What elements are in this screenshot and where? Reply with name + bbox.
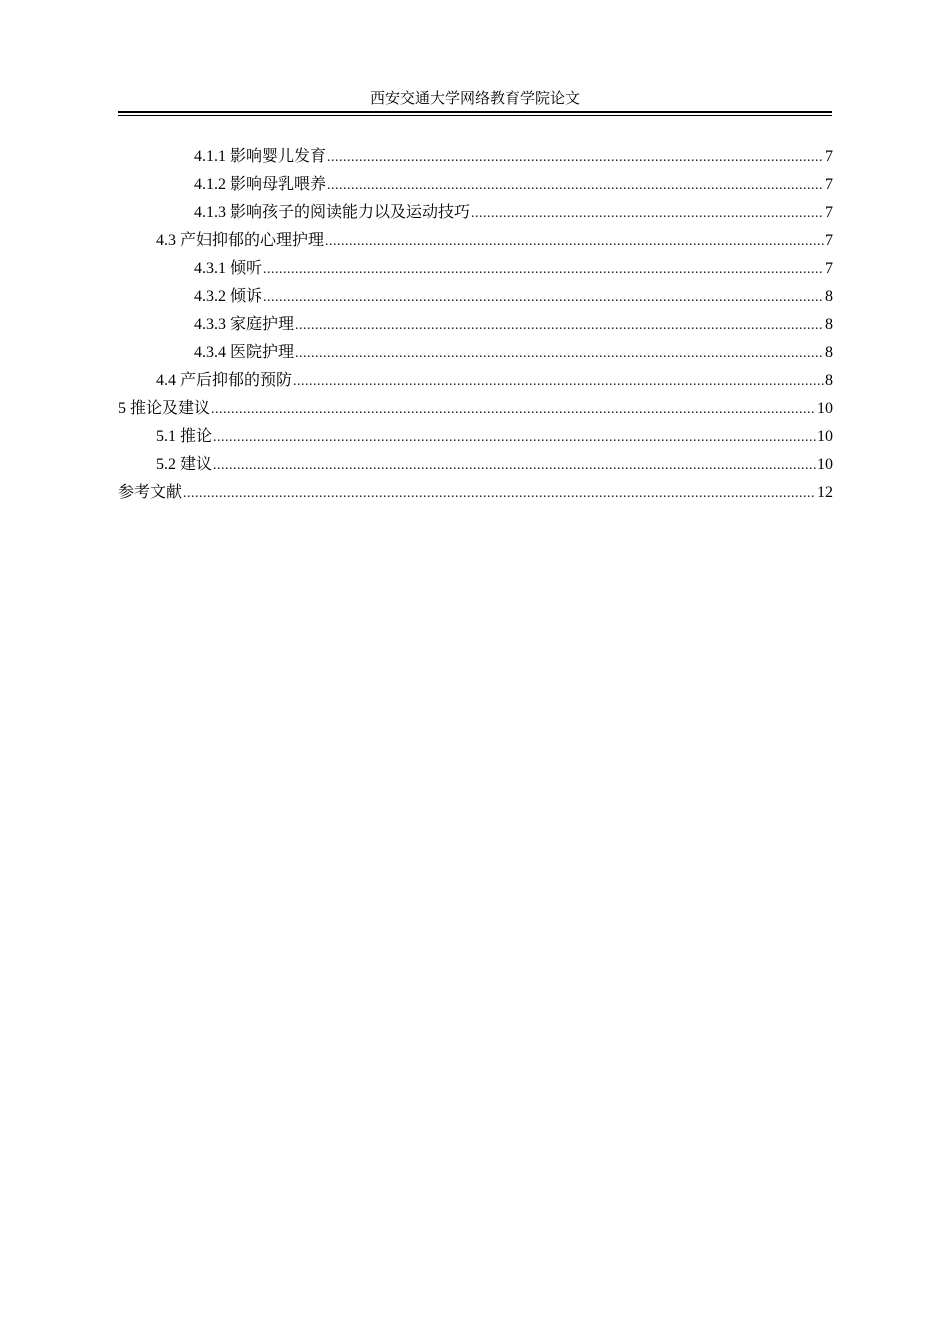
toc-entry[interactable] (118, 397, 833, 425)
toc-dot-leader (325, 230, 824, 254)
toc-page-number: 7 (825, 148, 833, 165)
header-rule-thin (118, 115, 832, 116)
toc-dot-leader (327, 146, 824, 170)
toc-entry-title: 5 推论及建议 (118, 400, 211, 417)
toc-entry-title: 参考文献 (118, 484, 183, 501)
toc-entry-title: 4.3 产妇抑郁的心理护理 (156, 232, 325, 249)
toc-dot-leader (293, 370, 824, 394)
toc-page-number: 10 (817, 400, 833, 417)
toc-entry[interactable] (118, 285, 833, 313)
toc-page-number: 7 (825, 260, 833, 277)
toc-entry-title: 4.3.3 家庭护理 (194, 316, 295, 333)
toc-entry-title: 4.4 产后抑郁的预防 (156, 372, 293, 389)
toc-dot-leader (471, 202, 824, 226)
toc-entry[interactable] (118, 313, 833, 341)
toc-entry[interactable] (118, 453, 833, 481)
toc-entry-title: 5.1 推论 (156, 428, 213, 445)
toc-dot-leader (295, 342, 824, 366)
toc-page-number: 7 (825, 204, 833, 221)
toc-entry[interactable] (118, 369, 833, 397)
toc-page-number: 7 (825, 176, 833, 193)
toc-entry[interactable] (118, 257, 833, 285)
toc-entry[interactable] (118, 173, 833, 201)
page-header: 西安交通大学网络教育学院论文 (369, 91, 580, 107)
toc-dot-leader (327, 174, 824, 198)
toc-entry-title: 4.1.3 影响孩子的阅读能力以及运动技巧 (194, 204, 471, 221)
header-rule-thick (118, 111, 832, 113)
toc-page-number: 8 (825, 344, 833, 361)
toc-entry[interactable] (118, 201, 833, 229)
toc-page-number: 8 (825, 372, 833, 389)
toc-entry[interactable] (118, 425, 833, 453)
toc-entry[interactable] (118, 145, 833, 173)
toc-entry[interactable] (118, 341, 833, 369)
toc-entry-title: 4.3.1 倾听 (194, 260, 263, 277)
toc-dot-leader (295, 314, 824, 338)
table-of-contents (118, 145, 833, 509)
toc-page-number: 10 (817, 428, 833, 445)
toc-page-number: 8 (825, 316, 833, 333)
toc-entry[interactable] (118, 481, 833, 509)
toc-dot-leader (183, 482, 816, 506)
toc-dot-leader (263, 258, 824, 282)
toc-page-number: 12 (817, 484, 833, 501)
toc-dot-leader (213, 426, 816, 450)
toc-page-number: 8 (825, 288, 833, 305)
toc-dot-leader (263, 286, 824, 310)
toc-page-number: 10 (817, 456, 833, 473)
toc-entry-title: 4.3.2 倾诉 (194, 288, 263, 305)
toc-dot-leader (211, 398, 816, 422)
toc-page-number: 7 (825, 232, 833, 249)
toc-entry-title: 5.2 建议 (156, 456, 213, 473)
toc-dot-leader (213, 454, 816, 478)
toc-entry-title: 4.1.2 影响母乳喂养 (194, 176, 327, 193)
toc-entry-title: 4.3.4 医院护理 (194, 344, 295, 361)
toc-entry[interactable] (118, 229, 833, 257)
toc-entry-title: 4.1.1 影响婴儿发育 (194, 148, 327, 165)
